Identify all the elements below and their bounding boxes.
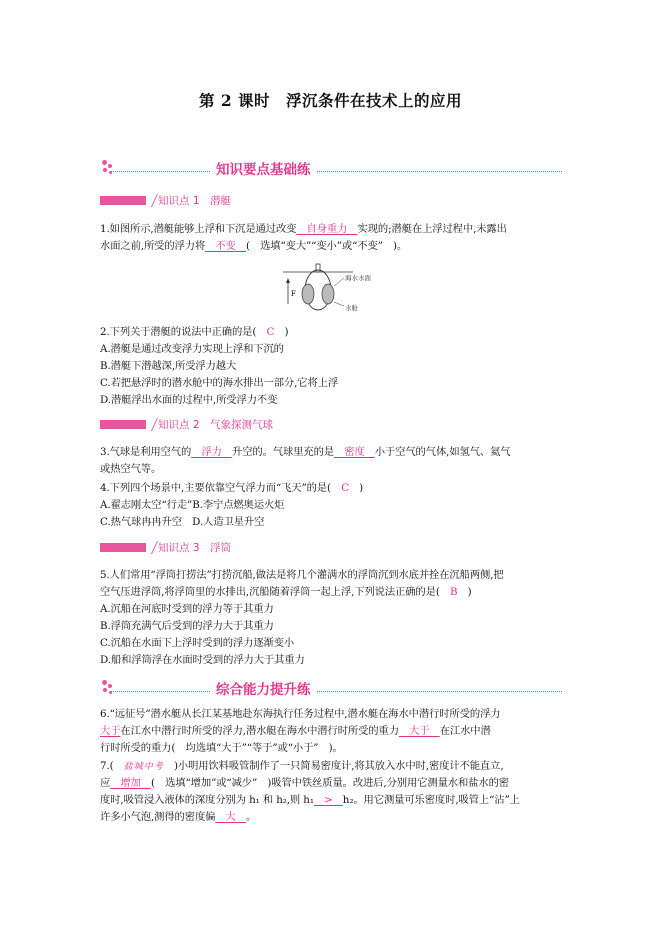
answer-choice: C — [341, 482, 349, 494]
source-tag: 盐城中考 — [123, 762, 164, 772]
answer-blank: 密度 — [333, 446, 375, 458]
q2-option-b: B.潜艇下潜越深,所受浮力越大 — [100, 360, 237, 372]
q4-options-cd: C.热气球冉冉升空 D.人造卫星升空 — [100, 516, 265, 528]
submarine-figure — [278, 262, 388, 314]
q7-line3: 度时,吸管浸入液体的深度分别为 h₁ 和 h₂,则 h₁ > h₂。用它测量可乐密度时,吸管上“沾”上 — [100, 794, 520, 806]
svg-text:F: F — [291, 290, 296, 298]
answer-blank: 自身重力 — [296, 223, 358, 235]
knowledge-point-label: 知识点 3 浮筒 — [158, 542, 232, 554]
answer-blank: 大 — [215, 811, 246, 823]
figure-label-water: 海水水面 — [345, 274, 371, 282]
q7-line1: 7.( 盐城中考 )小明用饮料吸管制作了一只简易密度计,将其放入水中时,密度计不能直立, — [100, 760, 504, 772]
q6-line1: 6.“远征号”潜水艇从长江某基地赴东海执行任务过程中,潜水艇在海水中潜行时所受的浮力 — [100, 708, 501, 720]
q5-option-d: D.船和浮筒浮在水面时受到的浮力大于其重力 — [100, 654, 305, 666]
q1-line1: 1.如图所示,潜艇能够上浮和下沉是通过改变 自身重力 实现的;潜艇在上浮过程中,未露出 — [100, 223, 507, 235]
q6-line3: 行时所受的重力( 均选填“大于”“等于”或“小于” )。 — [100, 742, 343, 754]
q3-line1: 3.气球是利用空气的 浮力 升空的。气球里充的是 密度 小于空气的气体,如氢气、氦气 — [100, 446, 511, 458]
q6-line2: 大于在江水中潜行时所受的浮力,潜水艇在海水中潜行时所受的重力 大于 在江水中潜 — [100, 725, 491, 737]
q1-line2: 水面之前,所受的浮力将 不变 ( 选填“变大”“变小”或“不变” )。 — [100, 240, 408, 252]
q7-line4: 许多小气泡,测得的密度偏 大 。 — [100, 811, 257, 823]
section-title-advanced: 综合能力提升练 — [210, 678, 317, 698]
section-header-advanced — [100, 678, 562, 702]
answer-blank: 大于 — [398, 725, 440, 737]
q5-option-b: B.浮筒充满气后受到的浮力大于其重力 — [100, 620, 274, 632]
answer-blank: 浮力 — [191, 446, 232, 458]
section-header-basic — [100, 158, 562, 182]
answer-choice: B — [449, 586, 458, 598]
knowledge-point-label: 知识点 1 潜艇 — [158, 195, 232, 207]
knowledge-point-label: 知识点 2 气象探测气球 — [158, 419, 274, 431]
answer-blank: 增加 — [110, 777, 151, 789]
figure-label-hull: 水舱 — [345, 304, 358, 312]
q5-option-a: A.沉船在河底时受到的浮力等于其重力 — [100, 603, 274, 615]
page-title: 第 2 课时 浮沉条件在技术上的应用 — [198, 91, 463, 110]
answer-blank: > — [313, 794, 343, 806]
q3-line2: 或热空气等。 — [100, 463, 162, 475]
answer-choice: C — [266, 326, 275, 338]
q4-options-ab: A.翟志刚太空“行走”B.李宁点燃奥运火炬 — [100, 499, 285, 511]
q4-stem: 4.下列四个场景中,主要依靠空气浮力而“飞天”的是( C ) — [100, 482, 364, 494]
dots-decoration-icon — [100, 678, 118, 698]
q2-option-d: D.潜艇浮出水面的过程中,所受浮力不变 — [100, 394, 278, 406]
q5-line2: 空气压进浮筒,将浮筒里的水排出,沉船随着浮筒一起上浮,下列说法正确的是( B ) — [100, 586, 472, 598]
q5-line1: 5.人们常用“浮筒打捞法”打捞沉船,做法是将几个灌满水的浮筒沉到水底并拴在沉船两侧,把 — [100, 569, 504, 581]
q2-option-a: A.潜艇是通过改变浮力实现上浮和下沉的 — [100, 343, 284, 355]
answer-blank: 大于 — [100, 725, 121, 737]
q5-option-c: C.沉船在水面下上浮时受到的浮力逐渐变小 — [100, 637, 295, 649]
answer-blank: 不变 — [205, 240, 246, 252]
q7-line2: 应 增加 ( 选填“增加”或“减少” )吸管中铁丝质量。改进后,分别用它测量水和盐水的密 — [100, 777, 509, 789]
dots-decoration-icon — [100, 158, 118, 178]
section-title-basic: 知识要点基础练 — [210, 158, 317, 178]
q2-stem: 2.下列关于潜艇的说法中正确的是( C ) — [100, 326, 289, 338]
q2-option-c: C.若把悬浮时的潜水舱中的海水排出一部分,它将上浮 — [100, 377, 339, 389]
